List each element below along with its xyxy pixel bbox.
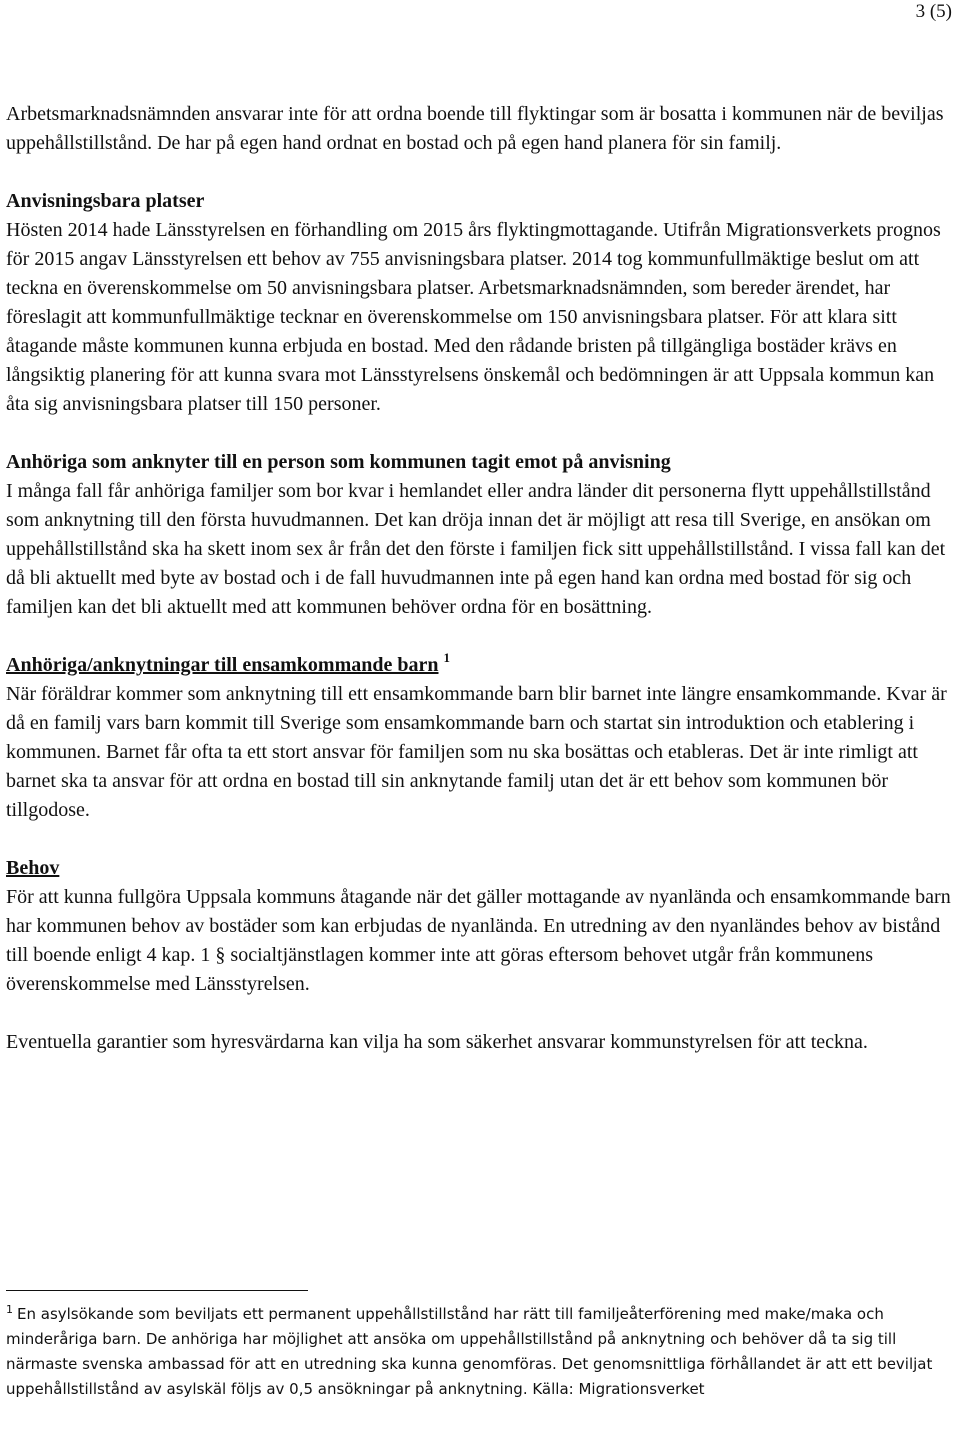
- spacer: [6, 158, 954, 187]
- footnote-text: En asylsökande som beviljats ett permanent uppehållstillstånd har rätt till familjeåterförening med make/maka och minderåriga barn. De anhöriga har möjlighet att ansöka om uppehållstillstånd på anknytning och behöver då ta sig till närmaste svenska ambassad för att en utredning ska kunna genomföras. Det genomsnittliga förhållandet är att ett beviljat uppehållstillstånd av asylskäl följs av 0,5 ansökningar på anknytning. Källa: Migrationsverket: [6, 1305, 933, 1398]
- spacer: [6, 825, 954, 854]
- footnote-mark: 1: [6, 1303, 13, 1316]
- section-heading-behov: [6, 854, 954, 883]
- page-number: 3 (5): [915, 1, 952, 22]
- section-heading-ensamkommande-barn: [6, 651, 954, 680]
- footnote-divider: [6, 1290, 308, 1291]
- closing-paragraph: Eventuella garantier som hyresvärdarna kan vilja ha som säkerhet ansvarar kommunstyrelsen för att teckna.: [6, 1031, 868, 1053]
- section-body-behov: För att kunna fullgöra Uppsala kommuns åtagande när det gäller mottagande av nyanlända och ensamkommande barn har kommunen behov av bostäder som kan erbjudas de nyanlända. En utredning av den nyanländes behov av bistånd till boende enligt 4 kap. 1 § socialtjänstlagen kommer inte att göras eftersom behovet utgår från kommunens överenskommelse med Länsstyrelsen.: [6, 886, 951, 995]
- spacer: [6, 419, 954, 448]
- section-body-anvisningsbara-platser: Hösten 2014 hade Länsstyrelsen en förhandling om 2015 års flyktingmottagande. Utifrån Migrationsverkets prognos för 2015 angav Länsstyrelsen ett behov av 755 anvisningsbara platser. 2014 tog kommunfullmäktige beslut om att teckna en överenskommelse om 50 anvisningsbara platser. Arbetsmarknadsnämnden, som bereder ärendet, har föreslagit att kommunfullmäktige tecknar en överenskommelse om 150 anvisningsbara platser. För att klara sitt åtagande måste kommunen kunna erbjuda en bostad. Med den rådande bristen på tillgängliga bostäder krävs en långsiktig planering för att kunna svara mot Länsstyrelsens önskemål och bedömningen är att Uppsala kommun kan åta sig anvisningsbara platser till 150 personer.: [6, 219, 941, 415]
- heading-text: Behov: [6, 857, 60, 879]
- document-body: [6, 100, 954, 1057]
- spacer: [6, 999, 954, 1028]
- footnote: [6, 1302, 946, 1402]
- footnote-reference[interactable]: 1: [443, 650, 450, 665]
- heading-text: Anhöriga/anknytningar till ensamkommande barn: [6, 654, 439, 676]
- section-heading-anhoriga-anvisning: Anhöriga som anknyter till en person som kommunen tagit emot på anvisning: [6, 451, 671, 473]
- section-heading-anvisningsbara-platser: Anvisningsbara platser: [6, 190, 205, 212]
- section-body-ensamkommande-barn: När föräldrar kommer som anknytning till ett ensamkommande barn blir barnet inte längre ensamkommande. Kvar är då en familj vars barn kommit till Sverige som ensamkommande barn och startat sin introduktion och etablering i kommunen. Barnet får ofta ta ett stort ansvar för familjen som nu ska bosättas och etableras. Det är inte rimligt att barnet ska ta ansvar för att ordna en bostad till sin anknytande familj utan det är ett behov som kommunen bör tillgodose.: [6, 683, 947, 821]
- spacer: [6, 622, 954, 651]
- intro-paragraph: Arbetsmarknadsnämnden ansvarar inte för att ordna boende till flyktingar som är bosatta i kommunen när de beviljas uppehållstillstånd. De har på egen hand ordnat en bostad och på egen hand planera för sin familj.: [6, 103, 944, 154]
- section-body-anhoriga-anvisning: I många fall får anhöriga familjer som bor kvar i hemlandet eller andra länder dit personerna flytt uppehållstillstånd som anknytning till den första huvudmannen. Det kan dröja innan det är möjligt att resa till Sverige, en ansökan om uppehållstillstånd ska ha skett inom sex år från det den förste i familjen fick sitt uppehållstillstånd. I vissa fall kan det då bli aktuellt med byte av bostad och i de fall huvudmannen inte på egen hand kan ordna med bostad för sig och familjen kan det bli aktuellt med att kommunen behöver ordna för en bosättning.: [6, 480, 946, 618]
